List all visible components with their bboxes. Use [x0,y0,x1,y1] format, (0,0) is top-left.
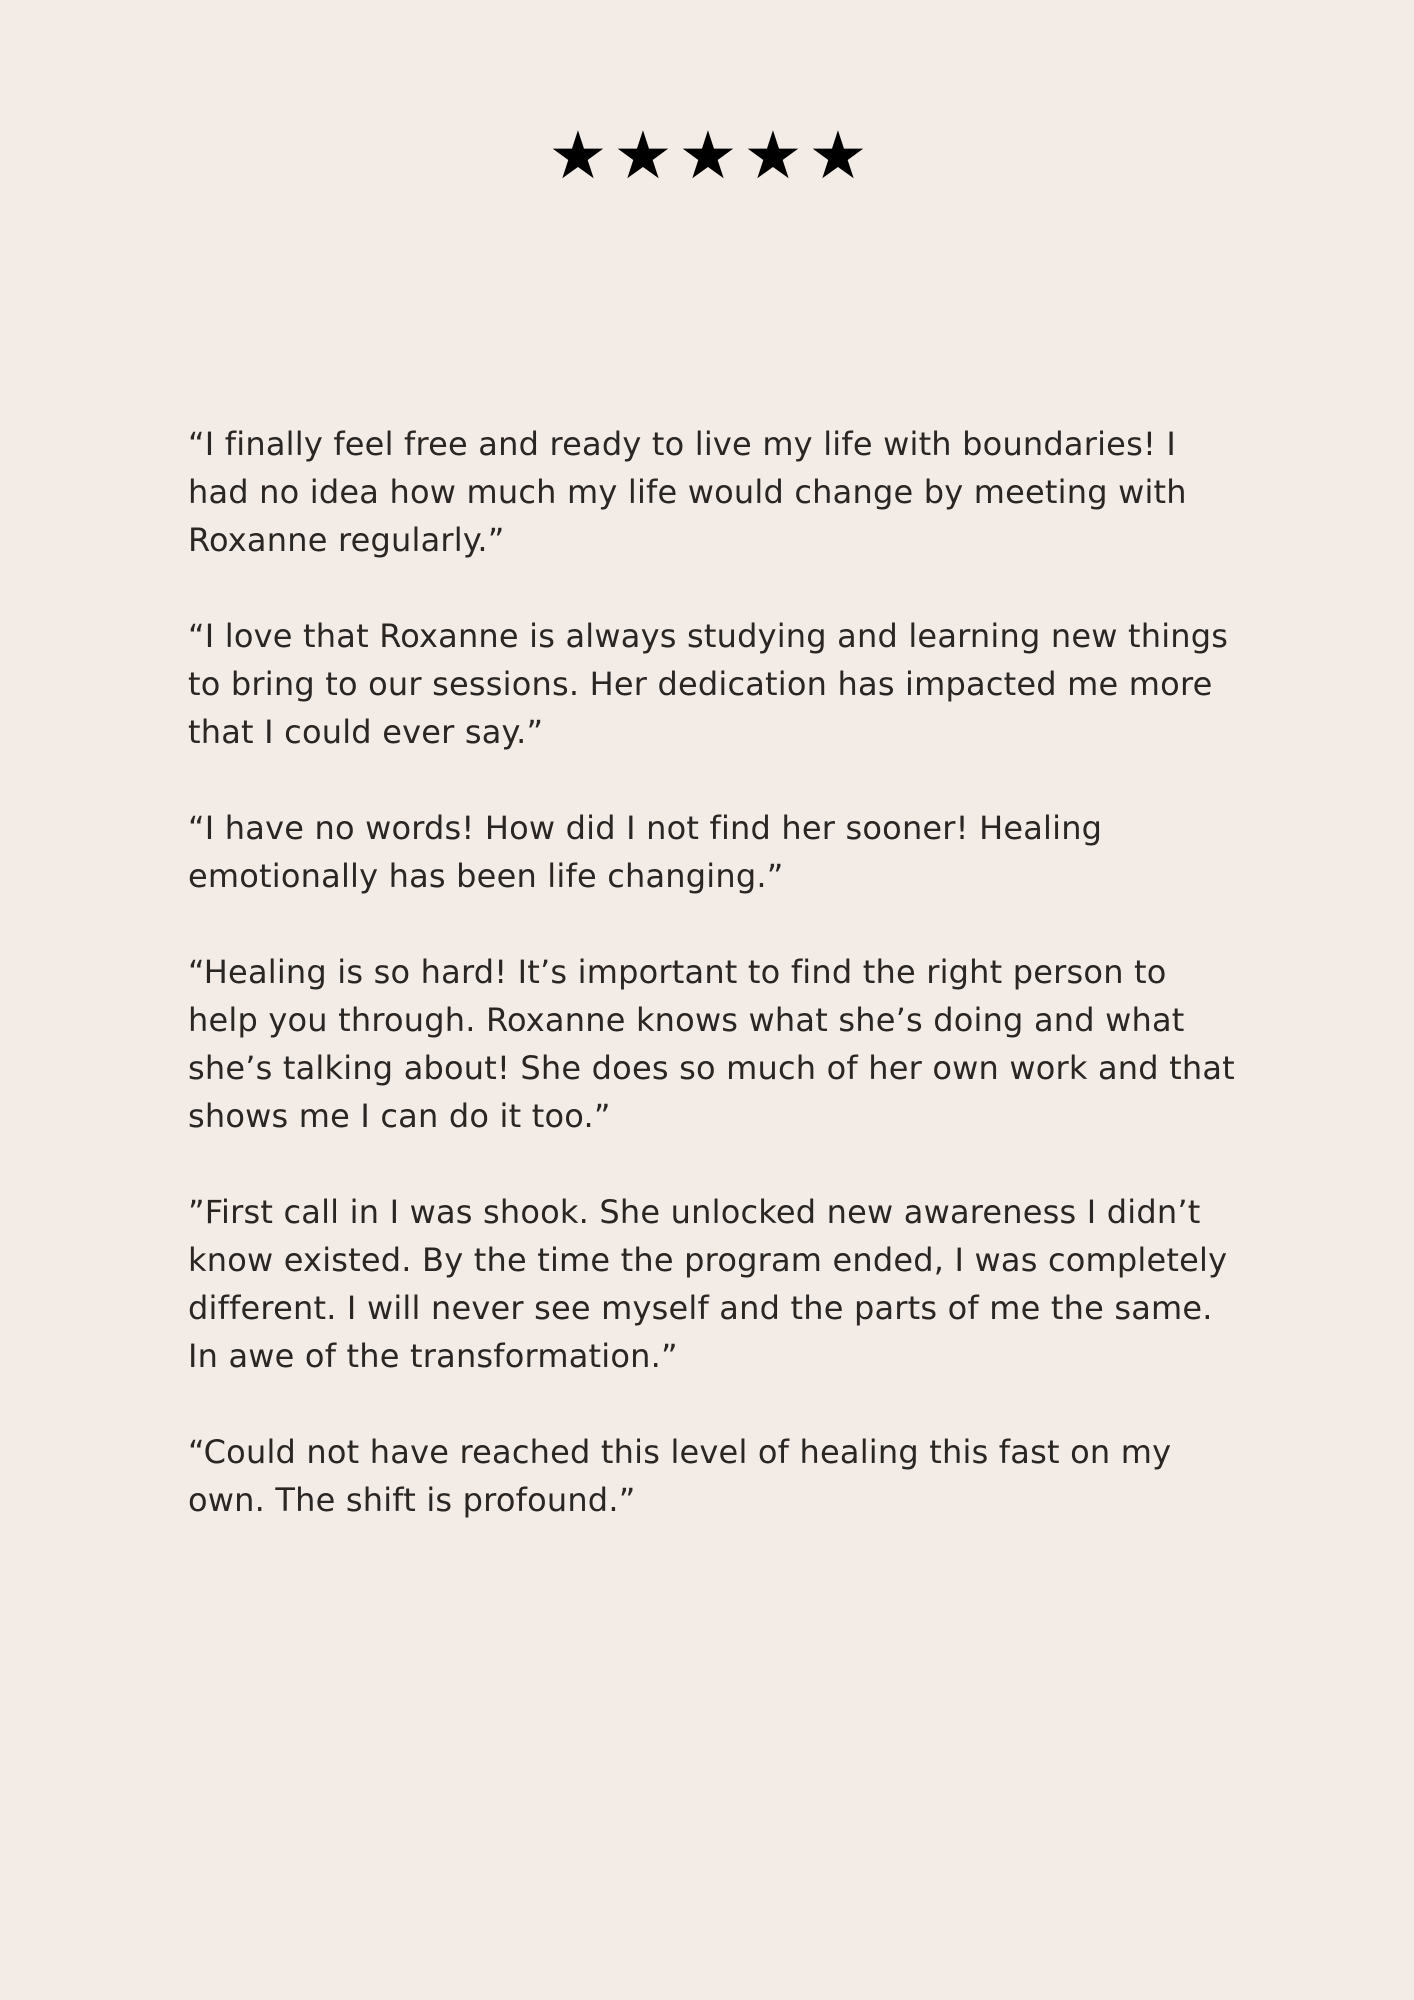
star-icon: ★ [808,117,866,194]
testimonial-quote: “I finally feel free and ready to live my life with boundaries! I had no idea how much my life would change by meeting with Roxanne regularly.” [188,425,1187,559]
star-icon: ★ [743,117,801,194]
testimonial-quote: “Could not have reached this level of healing this fast on my own. The shift is profound.” [188,1433,1172,1519]
star-icon: ★ [548,117,606,194]
testimonial-list [188,420,1238,1572]
testimonial-quote: “Healing is so hard! It’s important to find the right person to help you through. Roxanne knows what she’s doing and what she’s talking about! She does so much of her own work and that shows me I can do it too.” [188,953,1235,1135]
testimonial-quote: “I have no words! How did I not find her sooner! Healing emotionally has been life changing.” [188,809,1103,895]
testimonial-quote: “I love that Roxanne is always studying and learning new things to bring to our sessions. Her dedication has impacted me more that I could ever say.” [188,617,1229,751]
star-icon: ★ [613,117,671,194]
star-icon: ★ [678,117,736,194]
testimonial-quote: ”First call in I was shook. She unlocked new awareness I didn’t know existed. By the time the program ended, I was completely different. I will never see myself and the parts of me the same. In awe of the transformation.” [188,1193,1228,1375]
star-rating [0,117,1414,194]
